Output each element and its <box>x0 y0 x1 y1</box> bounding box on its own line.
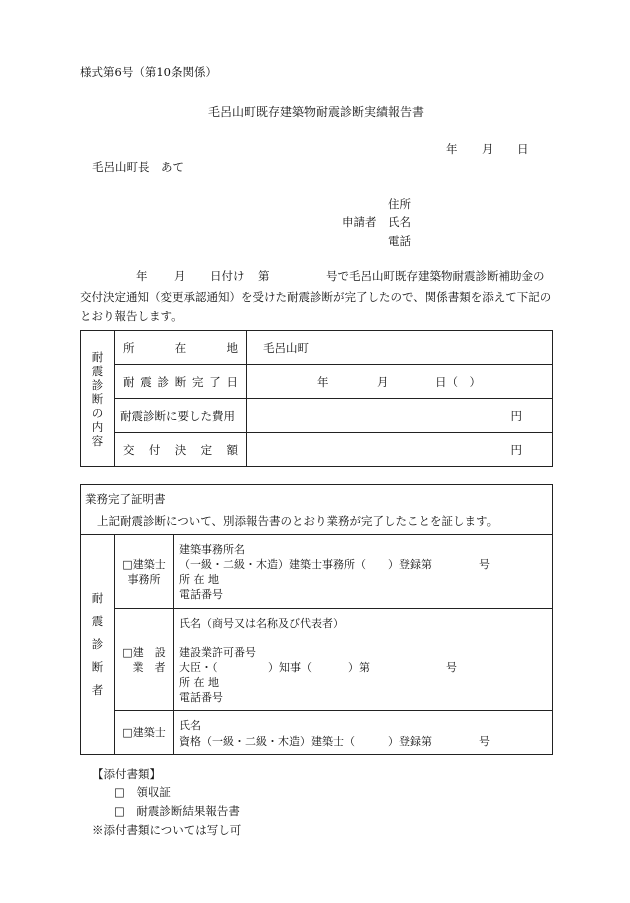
addressee: 毛呂山町長 あて <box>92 160 184 174</box>
architect-office-check-cell <box>115 535 174 609</box>
contractor-check-cell <box>115 609 174 711</box>
contractor-location-label: 所 在 地 <box>179 676 219 689</box>
attachment-receipt[interactable]: □ 領収証 <box>114 785 171 799</box>
certificate-statement: 上記耐震診断について、別添報告書のとおり業務が完了したことを証します。 <box>97 514 499 528</box>
grant-label-cell <box>115 433 247 467</box>
grant-yen: 円 <box>510 443 522 457</box>
architect-registration-suffix: 号 <box>479 735 490 748</box>
contractor-name-label: 氏名（商号又は名称及び代表者） <box>179 617 344 630</box>
architect-office-location-label: 所 在 地 <box>179 573 219 586</box>
contractor-license-label: 建設業許可番号 <box>179 646 256 659</box>
completion-date-value-cell <box>247 365 553 399</box>
applicant-address-label: 住所 <box>388 197 411 211</box>
certificate-header-cell <box>81 485 553 535</box>
completion-day: 日（ ） <box>435 375 481 389</box>
certificate-heading: 業務完了証明書 <box>85 492 166 506</box>
architect-office-checkbox[interactable]: □建築士 <box>122 557 166 571</box>
date-day-label: 日 <box>517 142 529 156</box>
architect-office-registration: （一級・二級・木造）建築士事務所（ ）登録第 <box>179 558 432 571</box>
contractor-phone-label: 電話番号 <box>179 691 223 704</box>
cost-label: 耐震診断に要した費用 <box>120 408 235 423</box>
grant-value-cell <box>247 433 553 467</box>
cost-yen: 円 <box>510 409 522 423</box>
contractor-number-prefix: ）第 <box>348 661 370 674</box>
applicant-role-label: 申請者 <box>342 215 377 229</box>
applicant-phone-label: 電話 <box>388 234 411 248</box>
architect-office-registration-suffix: 号 <box>479 558 490 571</box>
attachments-heading: 【添付書類】 <box>92 767 161 781</box>
architect-office-phone-label: 電話番号 <box>179 588 223 601</box>
content-side-label: 耐震診断の内容 <box>91 349 104 448</box>
date-month-label: 月 <box>482 142 494 156</box>
certificate-table <box>80 484 553 755</box>
page-title: 毛呂山町既存建築物耐震診断実績報告書 <box>208 105 425 119</box>
date-year-label: 年 <box>446 142 458 156</box>
architect-qualification: 資格（一級・二級・木造）建築士（ <box>179 735 355 748</box>
form-number: 様式第6号（第10条関係） <box>80 65 217 79</box>
intro-day: 日付け <box>210 269 245 283</box>
architect-name-label: 氏名 <box>179 719 201 732</box>
intro-no-prefix: 第 <box>258 269 270 283</box>
completion-year: 年 <box>317 375 329 389</box>
attachments-note: ※添付書類については写し可 <box>92 823 242 837</box>
content-side-label-cell <box>81 331 115 467</box>
architect-office-check-label: 事務所 <box>127 572 161 586</box>
intro-line3: とおり報告します。 <box>80 309 183 323</box>
location-label: 所 在 地 <box>123 340 238 355</box>
certificate-side-label-cell <box>81 535 115 755</box>
contractor-checkbox[interactable]: □建 設 <box>122 645 166 659</box>
architect-office-name-label: 建築事務所名 <box>179 543 245 556</box>
grant-label: 交 付 決 定 額 <box>123 442 238 457</box>
cost-value-cell <box>247 399 553 433</box>
contractor-check-label: 業 者 <box>132 660 166 674</box>
certificate-side-label: 耐震診断者 <box>91 591 104 697</box>
contractor-minister: 大臣・（ <box>179 661 218 674</box>
location-label-cell <box>115 331 247 365</box>
architect-check-cell <box>115 711 174 755</box>
intro-month: 月 <box>174 269 186 283</box>
architect-details-cell <box>174 711 553 755</box>
completion-month: 月 <box>377 375 389 389</box>
intro-no-suffix: 号で毛呂山町既存建築物耐震診断補助金の <box>326 269 545 283</box>
attachment-diagnosis-report[interactable]: □ 耐震診断結果報告書 <box>114 804 240 818</box>
cost-label-cell <box>115 399 247 433</box>
location-value-cell <box>247 331 553 365</box>
architect-office-details-cell <box>174 535 553 609</box>
contractor-number-suffix: 号 <box>446 661 457 674</box>
applicant-name-label: 氏名 <box>388 215 411 229</box>
completion-date-label: 耐 震 診 断 完 了 日 <box>123 374 238 389</box>
completion-date-label-cell <box>115 365 247 399</box>
architect-checkbox[interactable]: □建築士 <box>122 726 166 739</box>
contractor-governor: ）知事（ <box>268 661 312 674</box>
architect-registration: ）登録第 <box>388 735 432 748</box>
diagnosis-content-table <box>80 330 553 467</box>
location-value: 毛呂山町 <box>263 341 309 355</box>
intro-year: 年 <box>136 269 148 283</box>
intro-line2: 交付決定通知（変更承認通知）を受けた耐震診断が完了したので、関係書類を添えて下記の <box>80 290 552 304</box>
contractor-details-cell <box>174 609 553 711</box>
